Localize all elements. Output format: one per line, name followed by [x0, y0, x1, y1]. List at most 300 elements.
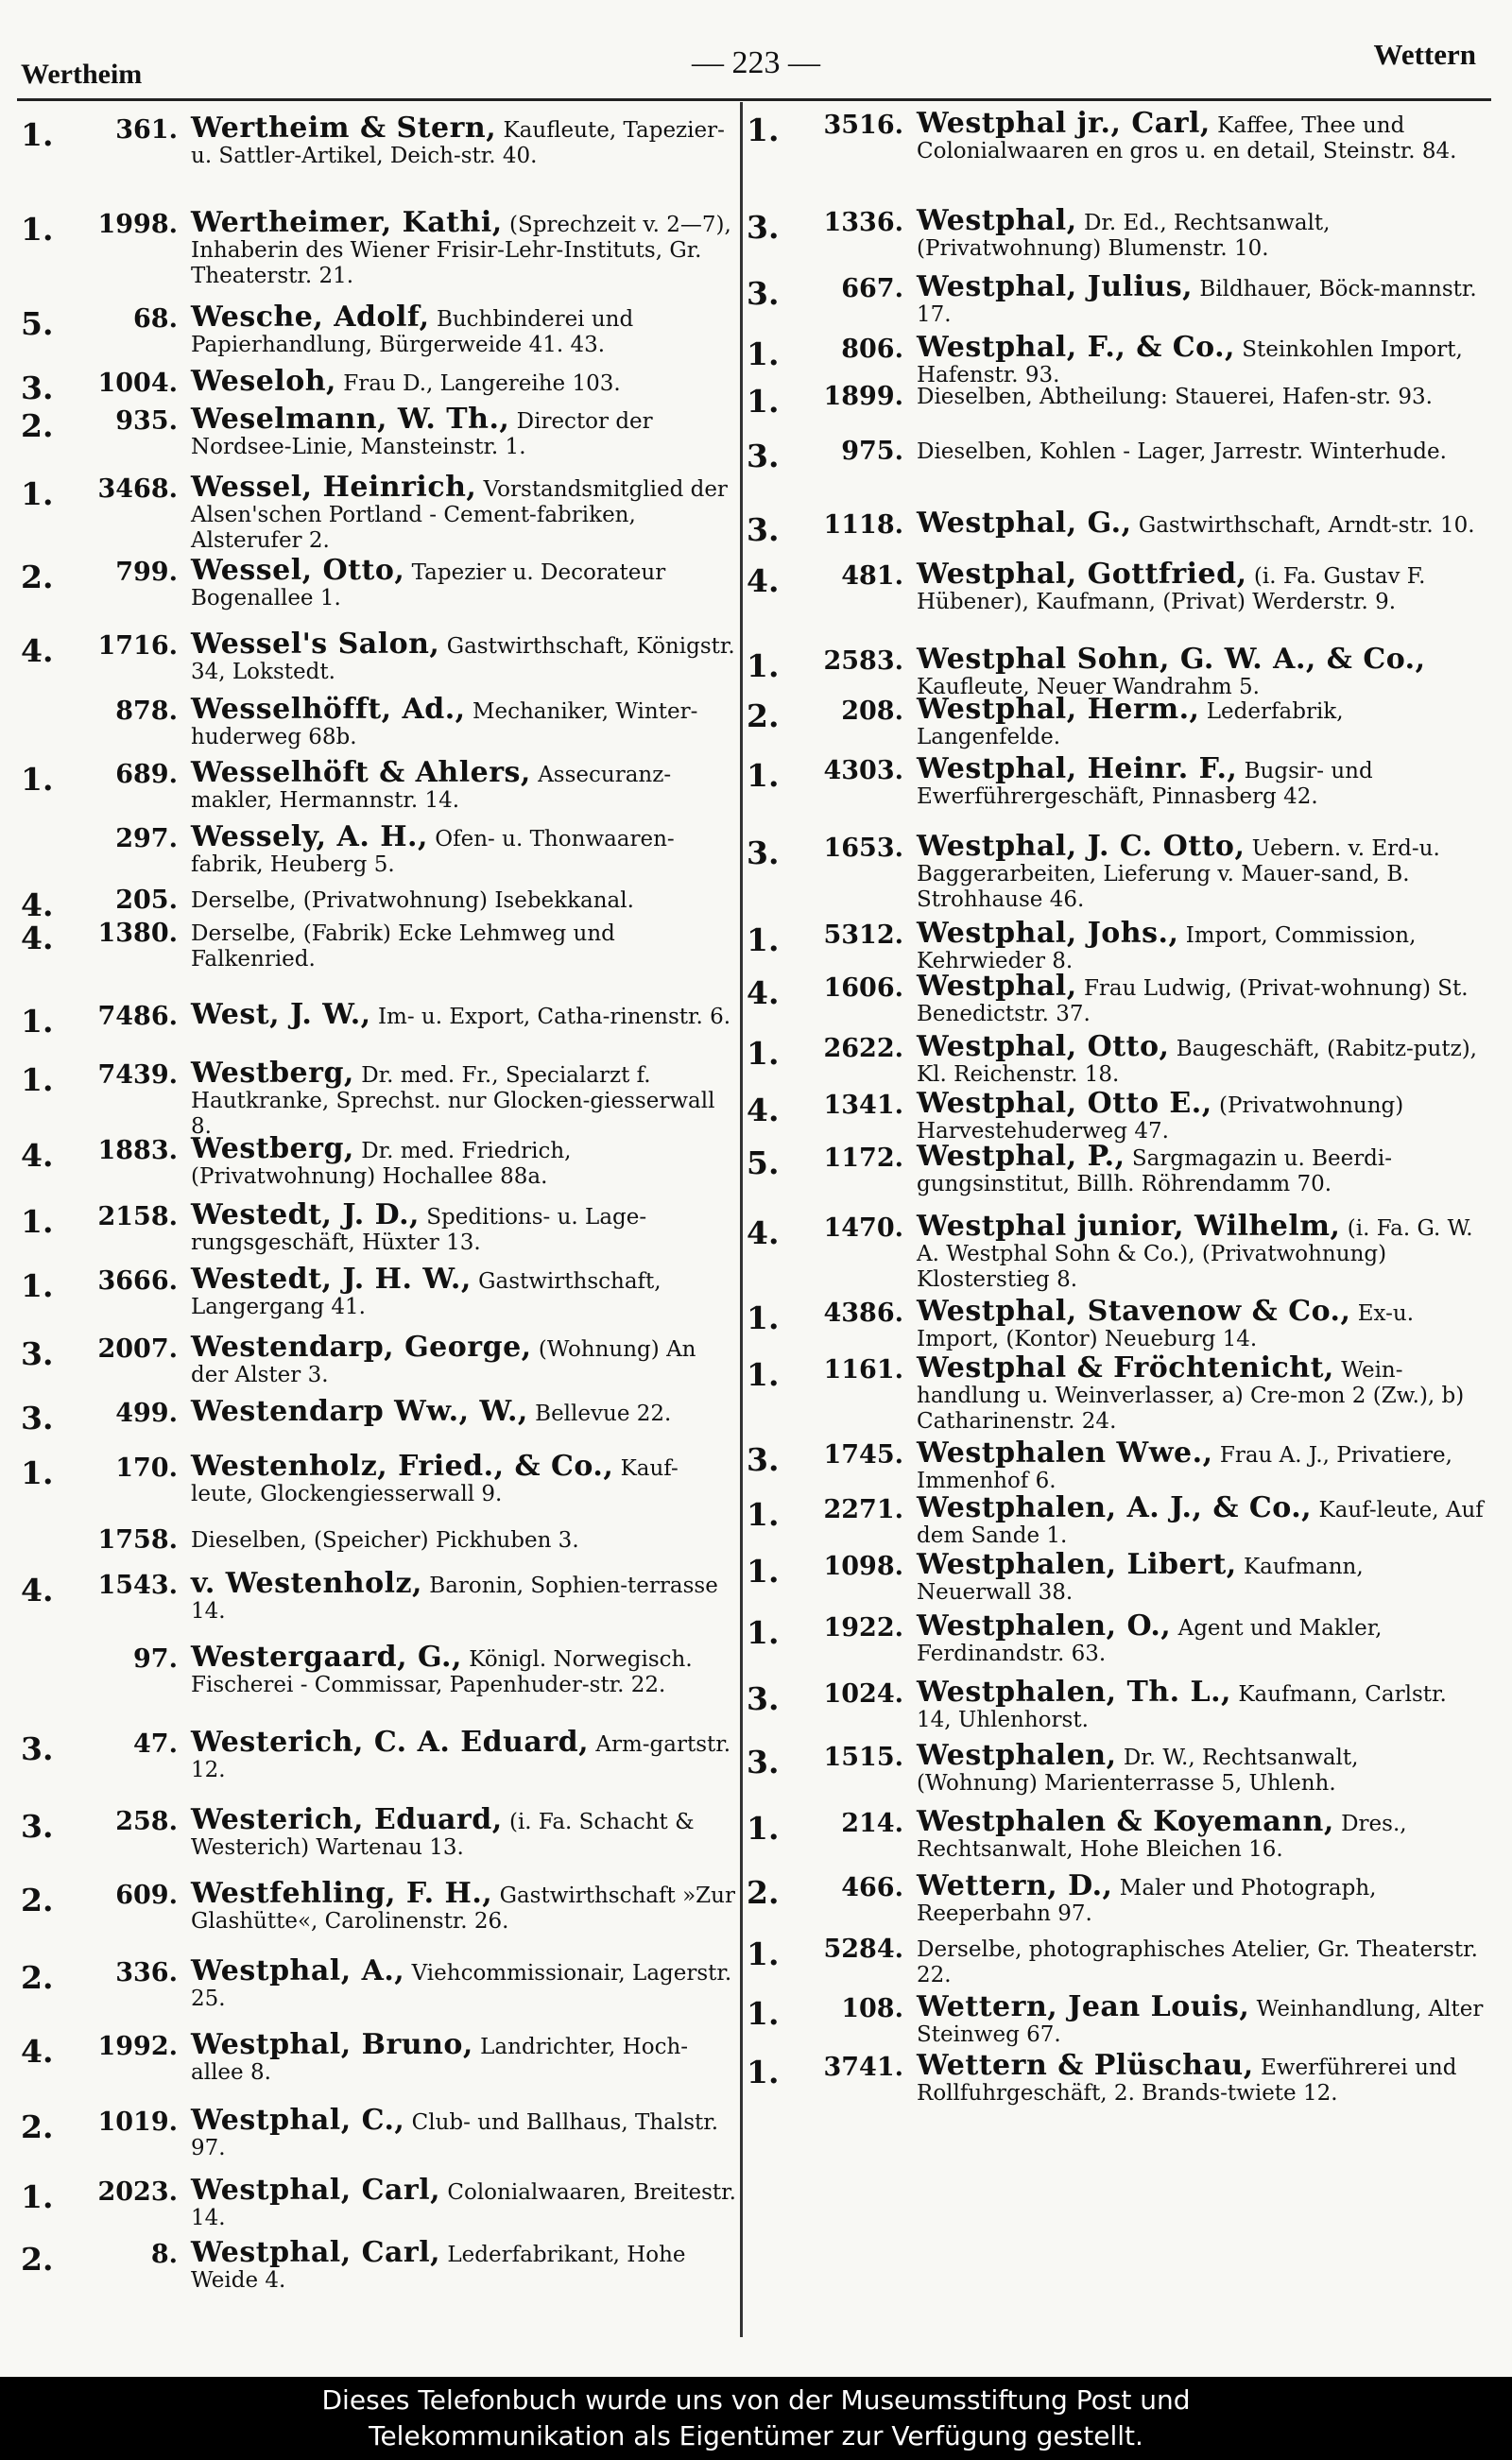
directory-entry [21, 554, 739, 611]
column-divider [740, 102, 743, 2337]
footer-line-2: Telekommunikation als Eigentümer zur Verfügung gestellt. [369, 2420, 1143, 2451]
phone-number: 609. [115, 1881, 178, 1910]
entry-details: Sargmagazin u. Beerdi-gungsinstitut, Billh. Röhrendamm 70. [917, 1146, 1393, 1196]
phone-number: 4303. [823, 756, 903, 785]
entry-details: Ewerführerei und Rollfuhrgeschäft, 2. Brands-twiete 12. [917, 2056, 1457, 2106]
district-number: 2. [747, 697, 780, 734]
entry-body [917, 1210, 1473, 1292]
footer-notice [0, 2377, 1512, 2460]
district-number: 1. [747, 1995, 780, 2032]
header-rule [17, 98, 1491, 101]
phone-number: 499. [115, 1399, 178, 1428]
entry-details: Director der Nordsee-Linie, Mansteinstr. 1. [191, 409, 653, 459]
directory-entry [747, 917, 1484, 974]
phone-number: 1004. [97, 369, 178, 398]
directory-entry [21, 2028, 739, 2086]
entry-body [917, 1805, 1407, 1862]
phone-number: 3516. [823, 111, 903, 140]
entry-body [191, 554, 666, 611]
entry-details: (Privatwohnung) Harvestehuderweg 47. [917, 1093, 1404, 1144]
entry-body [917, 1436, 1452, 1493]
entry-name: v. Westenholz, [191, 1567, 422, 1600]
phone-number: 68. [133, 304, 178, 334]
phone-number: 1883. [97, 1136, 178, 1165]
entry-body [191, 2104, 719, 2160]
phone-number: 1653. [823, 834, 903, 863]
entry-details: Buchbinderei und Papierhandlung, Bürgerweide 41. 43. [191, 307, 634, 357]
footer-line-1: Dieses Telefonbuch wurde uns von der Museumsstiftung Post und [321, 2384, 1191, 2416]
directory-entry [747, 1295, 1484, 1352]
phone-number: 47. [133, 1729, 178, 1759]
district-number: 1. [747, 383, 780, 420]
directory-entry [21, 2174, 739, 2231]
entry-name: Westphal, G., [917, 507, 1132, 540]
entry-body [191, 2236, 686, 2293]
entry-details: Frau Ludwig, (Privat-wohnung) St. Benedictstr. 37. [917, 976, 1469, 1026]
entry-name: Wessel's Salon, [191, 628, 440, 661]
entry-details: Kaufleute, Tapezier- u. Sattler-Artikel, Deich-str. 40. [191, 118, 725, 168]
entry-body [917, 1140, 1393, 1196]
district-number: 1. [747, 2054, 780, 2090]
district-number: 1. [21, 1203, 54, 1240]
entry-body [917, 1676, 1447, 1732]
phone-number: 2158. [97, 1202, 178, 1231]
entry-details: Club- und Ballhaus, Thalstr. 97. [191, 2110, 719, 2160]
entry-name: Westphal, Carl, [191, 2174, 441, 2207]
entry-details: (i. Fa. Gustav F. Hübener), Kaufmann, (Privat) Werderstr. 9. [917, 564, 1426, 614]
directory-entry [747, 1805, 1484, 1863]
entry-body [917, 2049, 1457, 2106]
entry-body [917, 1548, 1364, 1605]
entry-name: Westfehling, F. H., [191, 1877, 493, 1910]
phone-number: 1716. [97, 631, 178, 661]
entry-details: Frau A. J., Privatiere, Immenhof 6. [917, 1443, 1452, 1493]
directory-entry [747, 382, 1484, 420]
phone-number: 7439. [97, 1060, 178, 1090]
entry-details: Derselbe, photographisches Atelier, Gr. Theaterstr. 22. [917, 1937, 1478, 1987]
phone-number: 1019. [97, 2107, 178, 2137]
phone-number: 205. [115, 886, 178, 915]
entry-name: Westphal Sohn, G. W. A., & Co., [917, 643, 1426, 676]
district-number: 3. [747, 275, 780, 312]
entry-name: Westphalen, A. J., & Co., [917, 1491, 1313, 1524]
entry-body [917, 970, 1469, 1026]
directory-entry [21, 1726, 739, 1783]
phone-number: 1118. [823, 510, 903, 540]
district-number: 5. [747, 1144, 780, 1181]
phone-number: 1470. [823, 1213, 903, 1243]
entry-body [917, 1869, 1377, 1926]
entry-details: Bildhauer, Böck-mannstr. 17. [917, 277, 1477, 327]
entry-details: Gastwirthschaft »Zur Glashütte«, Carolinenstr. 26. [191, 1884, 735, 1934]
district-number: 3. [21, 1730, 54, 1767]
directory-entry [747, 752, 1484, 810]
entry-body [191, 1528, 579, 1553]
entry-details: Dr. med. Friedrich, (Privatwohnung) Hochallee 88a. [191, 1139, 572, 1189]
district-number: 1. [21, 1061, 54, 1098]
district-number: 3. [747, 1441, 780, 1478]
phone-number: 481. [841, 561, 903, 591]
entry-details: (Sprechzeit v. 2—7), Inhaberin des Wiener Frisir-Lehr-Instituts, Gr. Theaterstr. 21. [191, 213, 731, 288]
entry-body [191, 2028, 689, 2085]
entry-details: Lederfabrik, Langenfelde. [917, 699, 1344, 749]
district-number: 1. [21, 211, 54, 248]
district-number: 1. [747, 1299, 780, 1336]
entry-details: Dr. Ed., Rechtsanwalt, (Privatwohnung) Blumenstr. 10. [917, 211, 1331, 261]
phone-number: 2622. [823, 1034, 903, 1063]
district-number: 3. [21, 1808, 54, 1845]
entry-details: Vorstandsmitglied der Alsen'schen Portland - Cement-fabriken, Alsterufer 2. [191, 477, 728, 553]
entry-details: Baugeschäft, (Rabitz-putz), Kl. Reichenstr. 18. [917, 1037, 1477, 1087]
district-number: 1. [747, 1035, 780, 1072]
district-number: 4. [747, 562, 780, 599]
entry-body [917, 1609, 1383, 1666]
district-number: 2. [21, 1882, 54, 1918]
phone-number: 4386. [823, 1299, 903, 1328]
directory-entry [21, 301, 739, 358]
entry-body [191, 1331, 696, 1387]
entry-details: Dieselben, (Speicher) Pickhuben 3. [191, 1528, 579, 1553]
phone-number: 5312. [823, 920, 903, 950]
directory-entry [747, 437, 1484, 474]
district-number: 3. [747, 834, 780, 871]
entry-name: Westberg, [191, 1057, 354, 1090]
phone-number: 361. [115, 115, 178, 145]
district-number: 1. [21, 1267, 54, 1304]
entry-body [917, 1990, 1484, 2047]
entry-body [191, 206, 731, 288]
entry-name: Westergaard, G., [191, 1641, 462, 1674]
phone-number: 1922. [823, 1613, 903, 1643]
phone-number: 5284. [823, 1935, 903, 1964]
entry-name: Westedt, J. D., [191, 1198, 420, 1231]
entry-body [191, 1450, 679, 1506]
entry-name: Wettern, D., [917, 1869, 1113, 1902]
entry-details: Ex-u. Import, (Kontor) Neueburg 14. [917, 1301, 1415, 1351]
entry-details: Viehcommissionair, Lagerstr. 25. [191, 1961, 732, 2011]
district-number: 3. [21, 370, 54, 406]
entry-details: Speditions- u. Lage-rungsgeschäft, Hüxter 13. [191, 1205, 647, 1255]
entry-name: Westphal jr., Carl, [917, 107, 1211, 140]
directory-entry [21, 2104, 739, 2161]
directory-entry [21, 998, 739, 1040]
phone-number: 336. [115, 1958, 178, 1987]
entry-details: Wein-handlung u. Weinverlasser, a) Cre-mon 2 (Zw.), b) Catharinenstr. 24. [917, 1358, 1465, 1434]
phone-number: 1098. [823, 1552, 903, 1581]
directory-entry [747, 2049, 1484, 2107]
directory-entry [21, 1954, 739, 2012]
directory-entry [747, 270, 1484, 328]
directory-entry [21, 1057, 739, 1140]
entry-body [917, 270, 1477, 327]
entry-body [917, 1937, 1478, 1987]
district-number: 1. [747, 1810, 780, 1847]
entry-details: Dr. W., Rechtsanwalt, (Wohnung) Marienterrasse 5, Uhlenh. [917, 1746, 1359, 1796]
entry-name: Westphalen, Libert, [917, 1548, 1237, 1581]
entry-details: Baronin, Sophien-terrasse 14. [191, 1574, 718, 1624]
entry-name: Westphal, C., [191, 2104, 405, 2137]
entry-name: Westphal, Bruno, [191, 2028, 473, 2061]
entry-details: (Wohnung) An der Alster 3. [191, 1337, 696, 1387]
phone-number: 806. [841, 335, 903, 364]
entry-name: Wettern, Jean Louis, [917, 1990, 1250, 2023]
directory-entry [747, 1609, 1484, 1667]
directory-entry [747, 1030, 1484, 1088]
entry-details: Im- u. Export, Catha-rinenstr. 6. [377, 1005, 731, 1029]
district-number: 1. [747, 757, 780, 794]
entry-name: Westendarp Ww., W., [191, 1395, 528, 1428]
district-number: 2. [21, 407, 54, 444]
entry-name: Wessel, Heinrich, [191, 471, 477, 504]
entry-name: Westphal, P., [917, 1140, 1125, 1173]
district-number: 1. [747, 112, 780, 148]
phone-number: 2023. [97, 2177, 178, 2207]
district-number: 1. [21, 1003, 54, 1040]
entry-body [917, 1739, 1359, 1796]
entry-name: Wesselhöfft, Ad., [191, 693, 466, 726]
entry-body [917, 204, 1331, 261]
entry-name: Westphal, F., & Co., [917, 331, 1235, 364]
district-number: 2. [21, 1959, 54, 1996]
entry-body [917, 507, 1475, 540]
phone-number: 1515. [823, 1743, 903, 1772]
entry-details: Kaffee, Thee und Colonialwaaren en gros u. en detail, Steinstr. 84. [917, 113, 1457, 163]
entry-body [191, 693, 698, 749]
entry-name: Westphalen, [917, 1739, 1117, 1772]
phone-number: 208. [841, 697, 903, 726]
directory-entry [21, 1132, 739, 1190]
entry-name: Weselmann, W. Th., [191, 403, 510, 436]
entry-details: Maler und Photograph, Reeperbahn 97. [917, 1876, 1377, 1926]
entry-details: Bugsir- und Ewerführergeschäft, Pinnasberg 42. [917, 759, 1373, 809]
directory-entry [21, 1641, 739, 1698]
district-number: 1. [21, 475, 54, 512]
district-number: 3. [747, 1680, 780, 1717]
directory-entry [747, 1140, 1484, 1197]
directory-entry [21, 403, 739, 460]
entry-details: Landrichter, Hoch-allee 8. [191, 2035, 689, 2085]
directory-entry [747, 107, 1484, 164]
entry-details: Uebern. v. Erd-u. Baggerarbeiten, Lieferung v. Mauer-sand, B. Strohhause 46. [917, 836, 1440, 912]
entry-name: Wertheim & Stern, [191, 112, 497, 145]
entry-details: Derselbe, (Privatwohnung) Isebekkanal. [191, 888, 634, 913]
district-number: 1. [21, 2178, 54, 2215]
directory-entry [747, 830, 1484, 913]
phone-number: 1341. [823, 1091, 903, 1120]
entry-details: Gastwirthschaft, Königstr. 34, Lokstedt. [191, 634, 735, 684]
directory-entry [747, 1210, 1484, 1293]
phone-number: 689. [115, 760, 178, 789]
entry-details: Kaufmann, Neuerwall 38. [917, 1555, 1364, 1605]
entry-body [191, 1726, 731, 1782]
directory-entry [747, 1087, 1484, 1144]
phone-number: 667. [841, 274, 903, 303]
entry-body [191, 628, 735, 684]
phone-number: 214. [841, 1809, 903, 1838]
phone-number: 3468. [97, 474, 178, 504]
district-number: 1. [747, 1935, 780, 1972]
directory-entry [747, 1676, 1484, 1733]
phone-number: 1745. [823, 1440, 903, 1470]
entry-body [191, 998, 731, 1031]
directory-entry [747, 1990, 1484, 2048]
directory-entry [21, 1450, 739, 1507]
district-number: 3. [21, 1335, 54, 1372]
entry-details: Import, Commission, Kehrwieder 8. [917, 923, 1417, 973]
phone-number: 1992. [97, 2032, 178, 2061]
directory-entry [747, 507, 1484, 548]
entry-details: Gastwirthschaft, Langergang 41. [191, 1269, 662, 1319]
phone-number: 8. [150, 2240, 178, 2269]
district-number: 1. [747, 335, 780, 372]
entry-body [191, 1803, 695, 1860]
entry-name: Westphalen Wwe., [917, 1436, 1213, 1470]
entry-body [917, 693, 1344, 749]
entry-body [191, 471, 728, 553]
entry-details: Kaufleute, Neuer Wandrahm 5. [917, 675, 1260, 699]
entry-name: Westphalen & Koyemann, [917, 1805, 1334, 1838]
district-number: 4. [747, 1214, 780, 1251]
phone-number: 1024. [823, 1679, 903, 1709]
entry-body [191, 365, 621, 398]
phone-number: 297. [115, 824, 178, 853]
entry-details: Frau D., Langereihe 103. [343, 371, 621, 396]
district-number: 1. [21, 1454, 54, 1491]
entry-name: Westphal, Johs., [917, 917, 1179, 950]
directory-entry [21, 1567, 739, 1625]
entry-name: Westphal, [917, 204, 1077, 237]
page-number: — 223 — [692, 45, 820, 80]
entry-body [917, 1030, 1477, 1087]
directory-entry [747, 1491, 1484, 1549]
entry-name: Westerich, C. A. Eduard, [191, 1726, 590, 1759]
entry-name: Westphal, Otto E., [917, 1087, 1212, 1120]
entry-body [191, 820, 675, 877]
entry-details: (i. Fa. Schacht & Westerich) Wartenau 13. [191, 1810, 695, 1860]
entry-details: Gastwirthschaft, Arndt-str. 10. [1138, 513, 1475, 538]
entry-name: Westphal, Carl, [191, 2236, 441, 2269]
directory-entry [21, 919, 739, 972]
district-number: 3. [21, 1400, 54, 1436]
header-left-keyword: Wertheim [21, 59, 143, 90]
phone-number: 3666. [97, 1266, 178, 1296]
entry-details: Colonialwaaren, Breitestr. 14. [191, 2180, 736, 2230]
entry-name: Westphalen, Th. L., [917, 1676, 1231, 1709]
directory-entry [21, 1803, 739, 1861]
entry-name: Wesselhöft & Ahlers, [191, 756, 531, 789]
header-right-keyword: Wettern [1373, 38, 1476, 71]
entry-name: Westphal, Heinr. F., [917, 752, 1238, 785]
directory-entry [21, 471, 739, 554]
entry-body [917, 830, 1440, 912]
entry-body [191, 403, 653, 459]
district-number: 1. [747, 1496, 780, 1533]
directory-entry [747, 1869, 1484, 1927]
entry-name: Westphal, Herm., [917, 693, 1200, 726]
phone-number: 1998. [97, 210, 178, 239]
directory-entry [21, 1525, 739, 1554]
entry-details: Tapezier u. Decorateur Bogenallee 1. [191, 560, 666, 611]
entry-body [191, 1395, 672, 1428]
entry-name: Westphal junior, Wilhelm, [917, 1210, 1341, 1243]
entry-details: Dieselben, Abtheilung: Stauerei, Hafen-str. 93. [917, 385, 1433, 409]
directory-entry [21, 1198, 739, 1256]
district-number: 2. [747, 1874, 780, 1911]
entry-body [917, 1491, 1484, 1548]
entry-details: Dr. med. Fr., Specialarzt f. Hautkranke, Sprechst. nur Glocken-giesserwall 8. [191, 1063, 715, 1139]
entry-name: Westberg, [191, 1132, 354, 1165]
entry-body [917, 558, 1426, 614]
district-number: 1. [747, 1553, 780, 1590]
phone-number: 258. [115, 1807, 178, 1836]
directory-entry [747, 558, 1484, 615]
phone-number: 1380. [97, 919, 178, 948]
entry-body [191, 1641, 693, 1697]
district-number: 4. [21, 1572, 54, 1608]
entry-details: Lederfabrikant, Hohe Weide 4. [191, 2243, 686, 2293]
directory-entry [21, 365, 739, 406]
entry-details: Steinkohlen Import, Hafenstr. 93. [917, 337, 1463, 387]
phone-number: 170. [115, 1454, 178, 1483]
entry-body [917, 917, 1417, 973]
entry-body [191, 888, 634, 913]
directory-entry [747, 693, 1484, 750]
phone-number: 1172. [823, 1144, 903, 1173]
district-number: 3. [747, 511, 780, 548]
district-number: 1. [21, 761, 54, 798]
phone-number: 466. [841, 1873, 903, 1902]
entry-details: Arm-gartstr. 12. [191, 1732, 731, 1782]
entry-details: Derselbe, (Fabrik) Ecke Lehmweg und Falkenried. [191, 921, 615, 972]
phone-number: 935. [115, 406, 178, 436]
district-number: 4. [747, 974, 780, 1011]
entry-details: Dieselben, Kohlen - Lager, Jarrestr. Winterhude. [917, 439, 1447, 464]
entry-name: Westphal & Fröchtenicht, [917, 1351, 1334, 1385]
directory-entry [747, 1351, 1484, 1435]
district-number: 1. [747, 647, 780, 684]
district-number: 2. [21, 2241, 54, 2278]
phone-number: 1899. [823, 382, 903, 411]
phone-number: 2583. [823, 646, 903, 676]
phone-number: 1336. [823, 208, 903, 237]
district-number: 3. [747, 209, 780, 246]
entry-name: Westphal, [917, 970, 1077, 1003]
phone-number: 7486. [97, 1002, 178, 1031]
district-number: 1. [747, 1614, 780, 1651]
entry-body [191, 756, 672, 813]
directory-entry [21, 2236, 739, 2294]
entry-name: Weseloh, [191, 365, 336, 398]
entry-name: Wessel, Otto, [191, 554, 405, 587]
entry-details: Dres., Rechtsanwalt, Hohe Bleichen 16. [917, 1812, 1407, 1862]
phone-number: 878. [115, 697, 178, 726]
entry-name: West, J. W., [191, 998, 371, 1031]
entry-name: Westerich, Eduard, [191, 1803, 503, 1836]
directory-entry [21, 886, 739, 923]
entry-body [191, 1132, 572, 1189]
entry-name: Westphal, J. C. Otto, [917, 830, 1246, 863]
entry-name: Westphal, Julius, [917, 270, 1194, 303]
district-number: 1. [747, 1356, 780, 1393]
directory-entry [21, 1263, 739, 1320]
entry-details: (i. Fa. G. W. A. Westphal Sohn & Co.), (Privatwohnung) Klosterstieg 8. [917, 1216, 1473, 1292]
district-number: 5. [21, 305, 54, 342]
directory-entry [21, 1395, 739, 1436]
district-number: 2. [21, 559, 54, 595]
district-number: 4. [21, 632, 54, 669]
entry-body [191, 1877, 735, 1934]
phone-number: 799. [115, 558, 178, 587]
